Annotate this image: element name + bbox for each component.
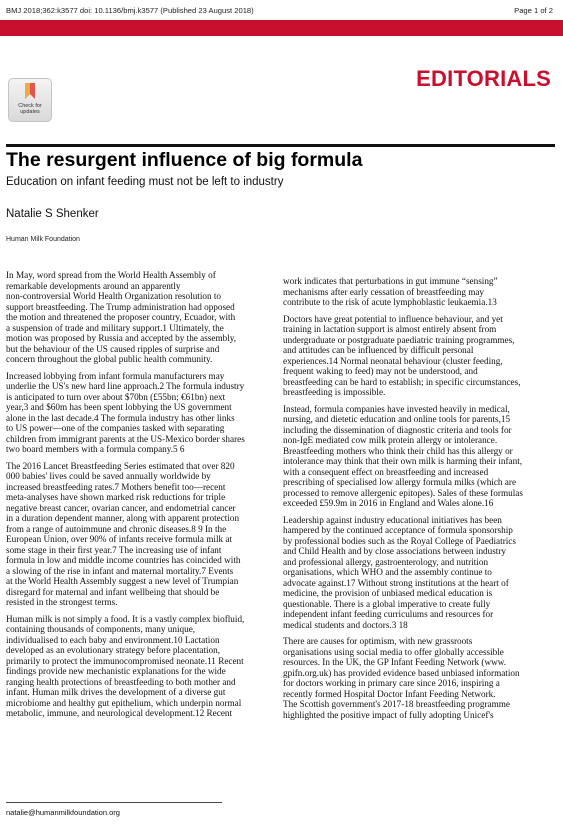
author-name: Natalie S Shenker	[6, 208, 99, 220]
text-line: Doctors have great potential to influence behaviour, and yet	[283, 313, 503, 324]
text-line: meta-analyses have shown marked risk reductions for triple	[6, 492, 226, 502]
text-line: 000 babies' lives could be saved annually worldwide by	[6, 471, 211, 481]
text-line: organisations, which WHO and the assembly continue to	[283, 567, 492, 577]
text-line: Human milk is not simply a food. It is a vastly complex biofluid,	[6, 613, 245, 624]
body-paragraph	[283, 404, 555, 509]
badge-line-2: updates	[20, 109, 40, 115]
text-line: is anticipated to turn over about $70bn (£55bn; €61bn) next	[6, 391, 226, 402]
text-line: advocate against.17 Without strong institutions at the heart of	[283, 577, 509, 588]
page-number: Page 1 of 2	[514, 6, 553, 15]
text-line: highlighted the positive impact of fully adopting Unicef's	[283, 709, 494, 720]
text-line: containing thousands of components, many unique,	[6, 624, 196, 634]
article-subtitle: Education on infant feeding must not be left to industry	[6, 176, 284, 188]
text-line: microbiome and healthy gut epithelium, which underpin normal	[6, 697, 242, 708]
text-line: independent infant feeding curriculums and resources for	[283, 609, 494, 619]
text-line: motion was proposed by Russia and accepted by the assembly,	[6, 333, 237, 343]
text-line: findings provide new mechanistic explanations for the wide	[6, 666, 226, 676]
running-header	[6, 4, 553, 20]
text-line: non-IgE mediated cow milk protein allergy or intolerance.	[283, 435, 498, 445]
text-line: Instead, formula companies have invested heavily in medical,	[283, 403, 510, 414]
text-line: breastfeeding is impossible.	[283, 387, 386, 397]
text-line: but the behaviour of the US caused ripples of surprise and	[6, 343, 220, 354]
body-paragraph	[6, 371, 278, 455]
text-line: children from immigrant parents at the US-Mexico border shares	[6, 433, 245, 444]
bookmark-icon	[22, 82, 38, 100]
text-line: intolerance may think that their own milk is harming their infant,	[283, 456, 523, 466]
text-line: including the dissemination of diagnostic criteria and tools for	[283, 424, 512, 435]
body-paragraph	[6, 270, 278, 365]
body-paragraph	[283, 314, 555, 398]
text-line: In May, word spread from the World Health Assembly of	[6, 270, 216, 280]
text-line: gpifn.org.uk) has provided evidence based unbiased information	[283, 667, 520, 678]
text-line: Breastfeeding mothers who think their child has this allergy or	[283, 445, 513, 456]
text-line: processed to remove allergenic epitopes). Sales of these formulas	[283, 487, 523, 498]
text-line: infant. Human milk drives the development of a diverse gut	[6, 687, 226, 697]
text-line: negative breast cancer, ovarian cancer, and endometrial cancer	[6, 502, 236, 513]
footnote-rule	[6, 802, 222, 803]
text-line: in a duration dependent manner, along with apparent protection	[6, 513, 240, 523]
red-header-bar	[0, 20, 563, 36]
section-label: EDITORIALS	[416, 66, 551, 91]
text-line: increased breastfeeding rates.7 Mothers benefit too—recent	[6, 481, 226, 492]
text-line: developed as an evolutionary strategy before placentation,	[6, 645, 221, 655]
body-paragraph	[283, 276, 555, 308]
text-line: alone in the last decade.4 The formula industry has other links	[6, 412, 235, 423]
text-line: some stage in their first year.7 The increasing use of infant	[6, 544, 222, 555]
right-column	[283, 276, 555, 726]
text-line: Leadership against industry educational initiatives has been	[283, 514, 502, 525]
text-line: Increased lobbying from infant formula manufacturers may	[6, 370, 225, 381]
body-paragraph	[283, 636, 555, 720]
text-line: medicine, the provision of unbiased medical education is	[283, 588, 493, 598]
badge-line-1: Check for	[18, 103, 42, 109]
text-line: organisations using social media to offer globally accessible	[283, 646, 504, 657]
text-line: formula in low and middle income countries has coincided with	[6, 555, 241, 565]
body-paragraph	[6, 614, 278, 719]
check-for-updates-badge[interactable]	[8, 78, 52, 122]
text-line: for doctors working in primary care since 2016, inspiring a	[283, 678, 500, 688]
text-line: ranging health protections of breastfeeding to both mother and	[6, 676, 236, 687]
badge-text	[9, 103, 51, 115]
text-line: training in lactation support is almost entirely absent from	[283, 324, 497, 334]
text-line: European Union, over 90% of infants receive formula milk at	[6, 534, 233, 544]
text-line: to US power—one of the companies tasked with separating	[6, 423, 225, 433]
text-line: individualised to each baby and environment.10 Lactation	[6, 634, 220, 645]
title-rule	[6, 144, 555, 147]
citation-line: BMJ 2018;362:k3577 doi: 10.1136/bmj.k3577 (Published 23 August 2018)	[6, 6, 254, 15]
text-line: and professional allergy, gastroenterology, and nutrition	[283, 556, 489, 567]
text-line: by professional bodies such as the Royal College of Paediatrics	[283, 535, 516, 546]
text-line: non-controversial World Health Organization resolution to	[6, 291, 222, 301]
text-line: contribute to the risk of acute lymphoblastic leukaemia.13	[283, 297, 497, 307]
text-line: frequent waking to feed) may not be understood, and	[283, 366, 478, 376]
text-line: questionable. There is a global imperative to create fully	[283, 598, 491, 609]
body-paragraph	[6, 461, 278, 608]
text-line: two board members with a formula company.5 6	[6, 444, 185, 454]
text-line: concern throughout the global public health community.	[6, 354, 213, 364]
article-title: The resurgent influence of big formula	[6, 149, 363, 171]
text-line: with a consequent effect on breastfeeding and increased	[283, 466, 489, 477]
text-line: metabolic, immune, and neurological development.12 Recent	[6, 708, 233, 718]
text-line: a slowing of the rise in infant and maternal mortality.7 Events	[6, 565, 234, 576]
text-line: There are causes for optimism, with new grassroots	[283, 636, 473, 646]
text-line: work indicates that perturbations in gut immune “sensing”	[283, 276, 498, 286]
text-line: mechanisms after early cessation of breastfeeding may	[283, 286, 485, 297]
text-line: The Scottish government's 2017-18 breastfeeding programme	[283, 699, 510, 709]
body-paragraph	[283, 515, 555, 631]
text-line: year,3 and $60m has been spent lobbying the US government	[6, 402, 232, 412]
text-line: nursing, and dietetic education and online tools for parents,15	[283, 414, 511, 424]
text-line: disregard for maternal and infant wellbeing that should be	[6, 586, 220, 597]
text-line: hampered by the continued acceptance of formula sponsorship	[283, 525, 513, 535]
text-line: a suspension of trade and military support.1 Ultimately, the	[6, 322, 224, 333]
text-line: underlie the US's new hard line approach.2 The formula industry	[6, 381, 245, 391]
text-line: The 2016 Lancet Breastfeeding Series estimated that over 820	[6, 460, 235, 471]
text-line: breastfeeding can be hard to establish; in specific circumstances,	[283, 376, 521, 387]
author-email[interactable]: natalie@humanmilkfoundation.org	[6, 808, 120, 817]
author-affiliation: Human Milk Foundation	[6, 236, 80, 243]
text-line: the motion and threatened the proposer country, Ecuador, with	[6, 312, 236, 322]
text-line: resources. In the UK, the GP Infant Feeding Network (www.	[283, 657, 507, 667]
text-line: prescribing of specialised low allergy formula milks (which are	[283, 477, 517, 487]
text-line: medical students and doctors.3 18	[283, 619, 408, 630]
text-line: and Child Health and by close associations between industry	[283, 546, 507, 556]
text-line: and attitudes can be influenced by difficult personal	[283, 345, 474, 355]
left-column	[6, 270, 278, 725]
text-line: resisted in the strongest terms.	[6, 597, 118, 607]
text-line: from a range of autoimmune and chronic diseases.8 9 In the	[6, 523, 227, 534]
text-line: primarily to protect the immunocompromised neonate.11 Recent	[6, 655, 244, 666]
text-line: exceeded £59.9m in 2016 in England and Wales alone.16	[283, 498, 494, 508]
text-line: at the World Health Assembly suggest a new level of Trumpian	[6, 576, 239, 586]
text-line: remarkable developments around an apparently	[6, 280, 181, 291]
text-line: recently formed Hospital Doctor Infant Feeding Network.	[283, 688, 496, 699]
text-line: support breastfeeding. The Trump administration had opposed	[6, 301, 235, 312]
text-line: undergraduate or postgraduate paediatric training programmes,	[283, 334, 515, 345]
text-line: experiences.14 Normal neonatal behaviour (cluster feeding,	[283, 355, 503, 366]
